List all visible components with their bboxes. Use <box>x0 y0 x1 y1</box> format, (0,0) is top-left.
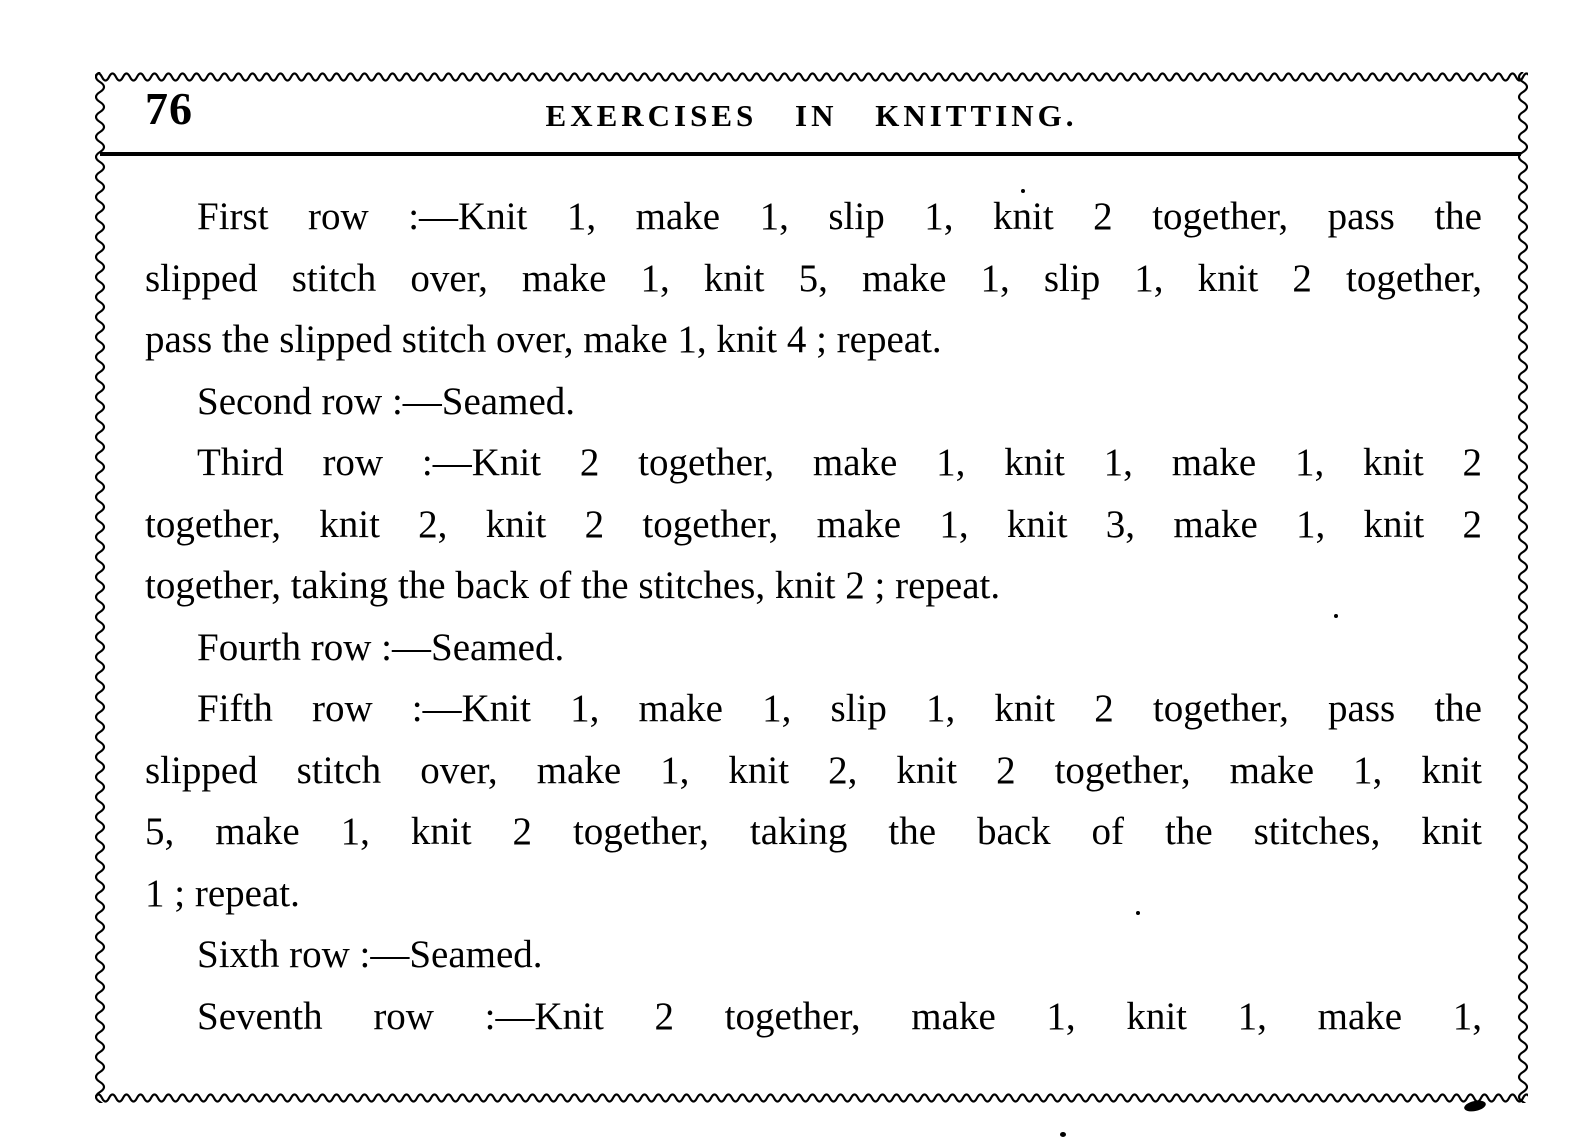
text-line: Seventh row :—Knit 2 together, make 1, knit 1, make 1, <box>197 994 1482 1038</box>
ink-speck <box>1334 614 1338 618</box>
text-line: First row :—Knit 1, make 1, slip 1, knit 2 together, pass the <box>197 195 1482 238</box>
text-line: 5, make 1, knit 2 together, taking the back of the stitches, knit <box>145 810 1482 853</box>
running-header: EXERCISES IN KNITTING. <box>545 98 1078 133</box>
text-line: Sixth row :—Seamed. <box>197 933 543 976</box>
text-line: slipped stitch over, make 1, knit 2, knit 2 together, make 1, knit <box>145 748 1482 792</box>
text-line: Third row :—Knit 2 together, make 1, knit 1, make 1, knit 2 <box>197 441 1482 484</box>
text-line: Fourth row :—Seamed. <box>197 625 565 669</box>
text-line: Fifth row :—Knit 1, make 1, slip 1, knit 2 together, pass the <box>197 687 1482 730</box>
page-body <box>145 186 1482 1047</box>
header-rule <box>100 152 1521 156</box>
text-line: together, knit 2, knit 2 together, make 1, knit 3, make 1, knit 2 <box>145 502 1482 546</box>
text-line: Second row :—Seamed. <box>197 379 576 423</box>
page-number: 76 <box>145 83 193 134</box>
ink-speck <box>1060 1132 1066 1137</box>
text-line: 1 ; repeat. <box>145 871 300 915</box>
text-line: together, taking the back of the stitches, knit 2 ; repeat. <box>145 564 1001 607</box>
text-line: slipped stitch over, make 1, knit 5, make 1, slip 1, knit 2 together, <box>145 256 1482 300</box>
ink-speck <box>1021 189 1025 193</box>
ink-speck <box>1136 911 1140 915</box>
page-frame <box>95 72 1528 1103</box>
text-line: pass the slipped stitch over, make 1, knit 4 ; repeat. <box>145 318 942 361</box>
